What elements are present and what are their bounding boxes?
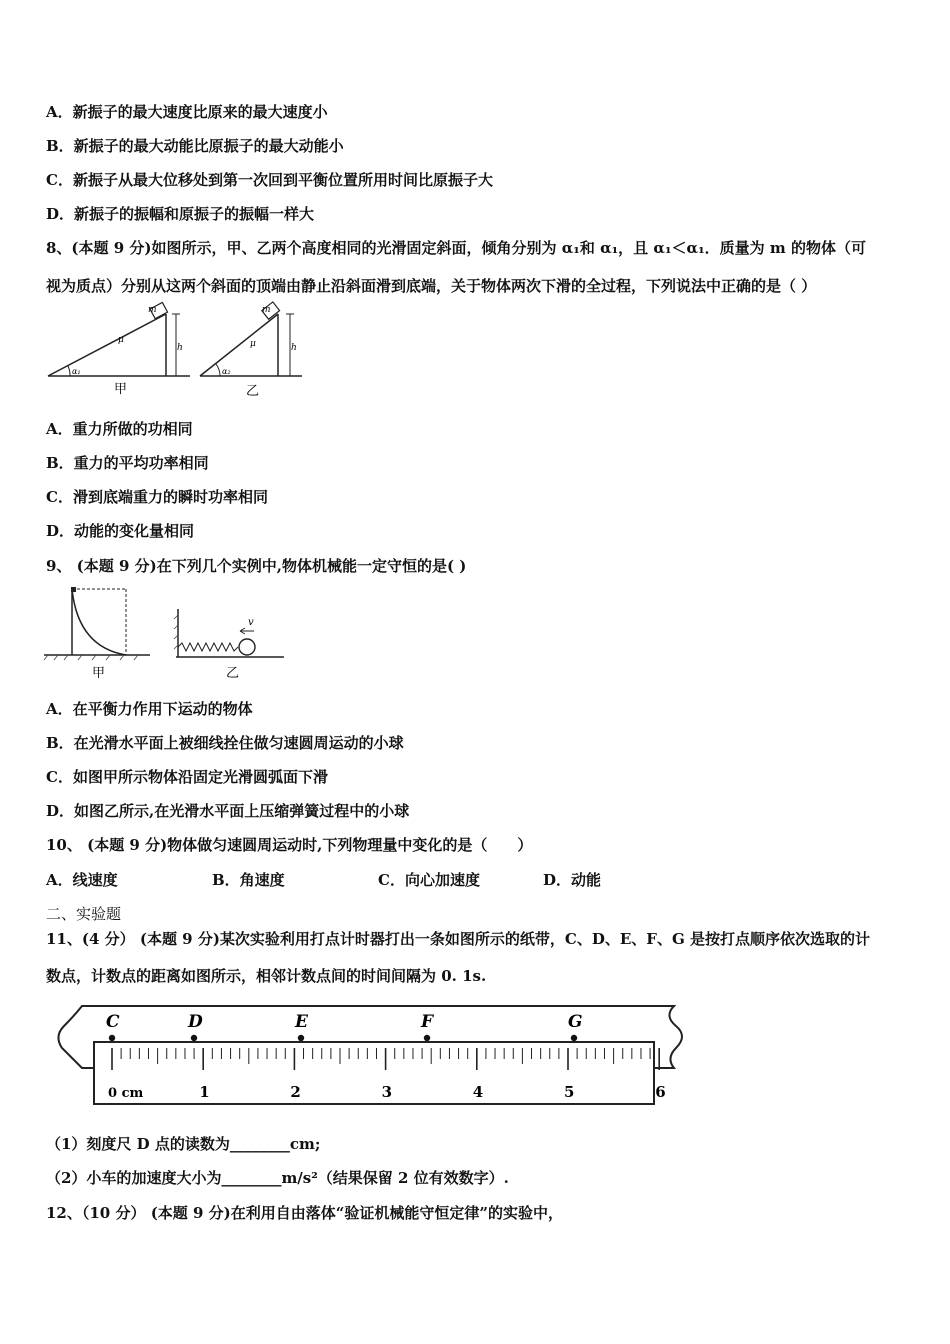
q9-figure (42, 585, 302, 681)
q12-stem: 12、（10 分） (本题 9 分)在利用自由落体“验证机械能守恒定律”的实验中， (46, 1204, 564, 1222)
ruler-number: 6 (655, 1083, 666, 1101)
tape-dot (191, 1035, 197, 1041)
ruler-number: 4 (472, 1083, 484, 1101)
q8-option-c: C．滑到底端重力的瞬时功率相同 (46, 488, 268, 506)
ruler-number: 5 (564, 1083, 575, 1101)
q11-stem-line1: 11、(4 分） (本题 9 分)某次实验利用打点计时器打出一条如图所示的纸带，C、D、E、F、G 是按打点顺序依次选取的计 (46, 930, 870, 948)
tape-dot (571, 1035, 577, 1041)
ruler-number: 0 cm (108, 1086, 144, 1101)
svg-text:m: m (148, 305, 157, 315)
section-heading: 二、实验题 (46, 905, 122, 923)
q11-sub2: （2）小车的加速度大小为________m/s²（结果保留 2 位有效数字）. (46, 1169, 509, 1187)
tape-dot (109, 1035, 115, 1041)
q8-incline-figure (40, 300, 360, 400)
q8-stem-line1: 8、(本题 9 分)如图所示，甲、乙两个高度相同的光滑固定斜面，倾角分别为 α₁和 α₁，且 α₁＜α₁．质量为 m 的物体（可 (46, 239, 866, 257)
tape-dot (298, 1035, 304, 1041)
ruler-number: 2 (290, 1083, 301, 1101)
q7-option-d: D．新振子的振幅和原振子的振幅一样大 (46, 205, 315, 223)
q7-option-c: C．新振子从最大位移处到第一次回到平衡位置所用时间比原振子大 (46, 171, 493, 189)
q11-sub1: （1）刻度尺 D 点的读数为________cm; (46, 1135, 321, 1153)
q11-ruler-tape-figure (54, 996, 694, 1111)
q10-option-a: A．线速度 (46, 871, 118, 889)
tape-point-label: F (421, 1012, 434, 1032)
q8-stem-line2: 视为质点）分别从这两个斜面的顶端由静止沿斜面滑到底端，关于物体两次下滑的全过程，下列说法中正确的是（ ） (46, 277, 817, 295)
svg-text:μ: μ (250, 339, 256, 349)
svg-text:α₂: α₂ (222, 367, 231, 376)
q9-fig-label-jia: 甲 (92, 666, 106, 681)
q9-fig-label-yi: 乙 (226, 666, 240, 681)
q9-option-d: D．如图乙所示,在光滑水平面上压缩弹簧过程中的小球 (46, 802, 410, 820)
q9-option-b: B．在光滑水平面上被细线拴住做匀速圆周运动的小球 (46, 734, 404, 752)
tape-point-label: G (568, 1012, 583, 1032)
svg-text:μ: μ (118, 335, 124, 345)
svg-text:h: h (177, 343, 183, 353)
q9-option-c: C．如图甲所示物体沿固定光滑圆弧面下滑 (46, 768, 328, 786)
q9-velocity-label: v (248, 617, 254, 628)
q8-option-d: D．动能的变化量相同 (46, 522, 195, 540)
svg-text:m: m (262, 305, 271, 315)
svg-text:α₁: α₁ (72, 367, 81, 376)
q11-stem-line2: 数点，计数点的距离如图所示，相邻计数点间的时间间隔为 0. 1s. (46, 967, 487, 985)
tape-point-label: D (188, 1012, 203, 1032)
q7-option-a: A．新振子的最大速度比原来的最大速度小 (46, 103, 328, 121)
q8-option-b: B．重力的平均功率相同 (46, 454, 209, 472)
q8-fig-label-yi: 乙 (246, 384, 260, 399)
q10-option-b: B．角速度 (212, 871, 285, 889)
q10-stem: 10、 (本题 9 分)物体做匀速圆周运动时,下列物理量中变化的是（ ） (46, 836, 533, 854)
q10-options (46, 870, 601, 890)
q9-stem: 9、 (本题 9 分)在下列几个实例中,物体机械能一定守恒的是( ) (46, 557, 467, 575)
tape-dot (424, 1035, 430, 1041)
tape-point-label: C (106, 1012, 120, 1032)
q7-option-b: B．新振子的最大动能比原振子的最大动能小 (46, 137, 344, 155)
q8-fig-label-jia: 甲 (114, 382, 128, 397)
ruler-number: 1 (199, 1083, 210, 1101)
tape-point-label: E (295, 1012, 308, 1032)
q8-option-a: A．重力所做的功相同 (46, 420, 193, 438)
svg-text:h: h (291, 343, 297, 353)
q9-option-a: A．在平衡力作用下运动的物体 (46, 700, 253, 718)
q10-option-c: C．向心加速度 (378, 871, 480, 889)
ruler-number: 3 (381, 1083, 393, 1101)
q10-option-d: D．动能 (543, 871, 602, 889)
